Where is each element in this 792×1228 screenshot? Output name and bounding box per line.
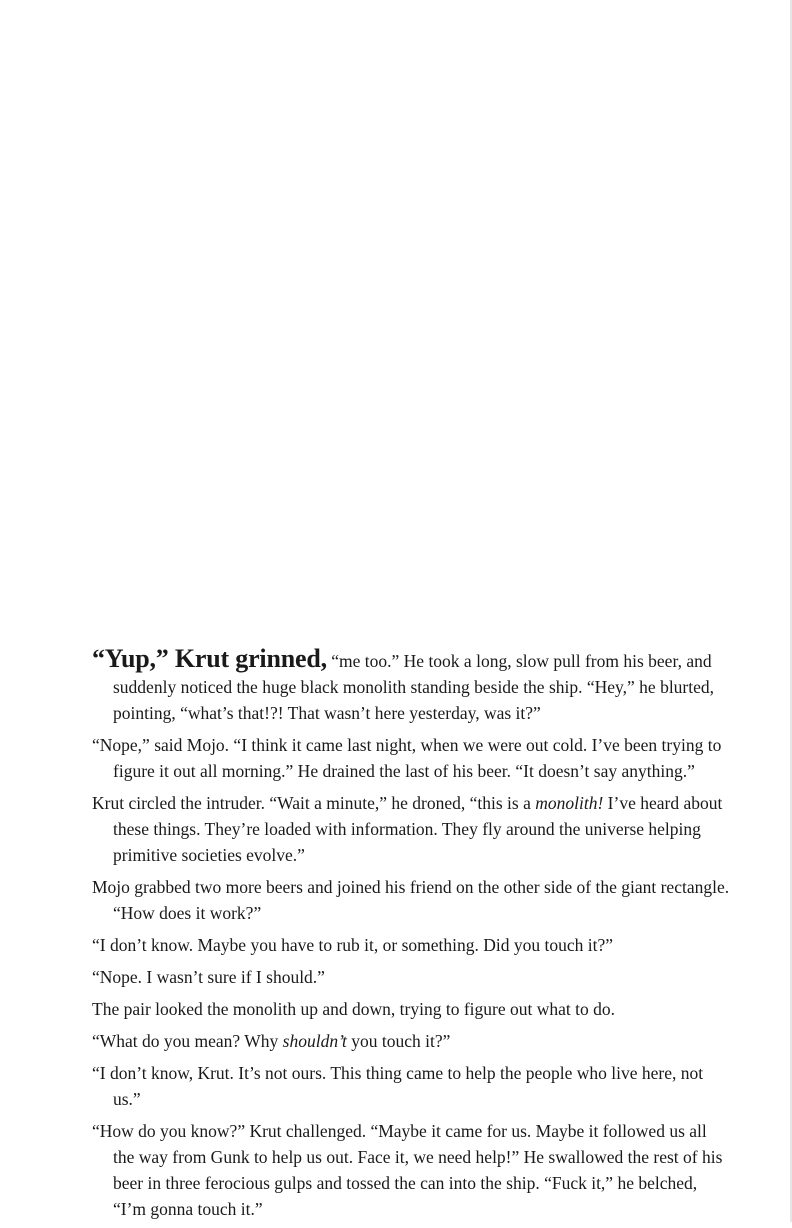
paragraph-10: “How do you know?” Krut challenged. “Maybe it came for us. Maybe it followed us all the way from Gunk to help us out. Face it, we need help!” He swallowed the rest of his beer in three ferocious gulps and tossed the can into the ship. “Fuck it,” he belched, “I’m gonna touch it.” [92, 1121, 723, 1219]
paragraph-7: The pair looked the monolith up and down, trying to figure out what to do. [92, 999, 615, 1019]
paragraph-9: “I don’t know, Krut. It’s not ours. This thing came to help the people who live here, not us.” [92, 1063, 704, 1109]
paragraph-4: Mojo grabbed two more beers and joined his friend on the other side of the giant rectangle. “How does it work?” [92, 877, 730, 923]
paragraph-8 [92, 1028, 732, 1054]
paragraph-text: “me too.” He took a long, slow pull from his beer, and suddenly noticed the huge black monolith standing beside the ship. “Hey,” he blurted, pointing, “what’s that!?! That wasn’t here yesterday, was it?” [113, 651, 715, 723]
paragraph-text: Krut circled the intruder. “Wait a minute,” he droned, “this is a [92, 793, 536, 813]
emphasis-text: shouldn’t [282, 1031, 347, 1051]
story-text [92, 646, 732, 1228]
paragraph-6: “Nope. I wasn’t sure if I should.” [92, 967, 325, 987]
paragraph-text: “What do you mean? Why [92, 1031, 283, 1051]
paragraph-text: I’ve heard about these things. They’re loaded with information. They fly around the universe helping primitive societies evolve.” [113, 793, 723, 865]
paragraph-3 [92, 790, 732, 868]
emphasis-text: monolith! [535, 793, 604, 813]
lead-in: “Yup,” Krut grinned, [92, 644, 327, 673]
paragraph-1 [92, 646, 732, 726]
paragraph-2: “Nope,” said Mojo. “I think it came last night, when we were out cold. I’ve been trying to figure it out all morning.” He drained the last of his beer. “It doesn’t say anything.” [92, 735, 722, 781]
paragraph-5: “I don’t know. Maybe you have to rub it, or something. Did you touch it?” [92, 935, 614, 955]
paragraph-text: you touch it?” [346, 1031, 451, 1051]
